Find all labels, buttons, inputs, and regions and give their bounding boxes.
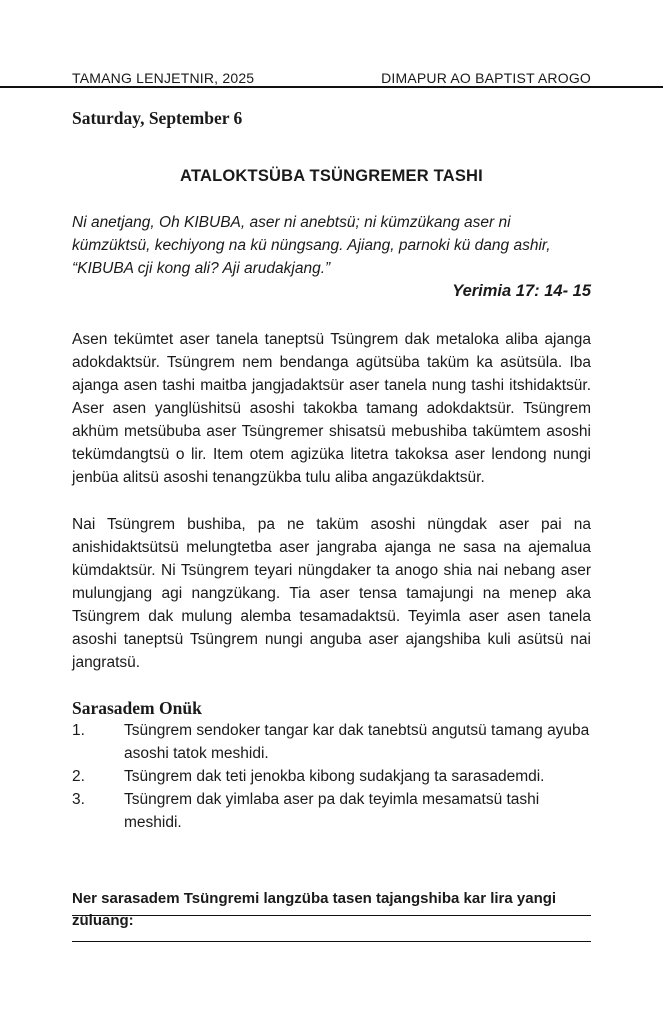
answer-line-2[interactable] <box>72 941 591 942</box>
header-publisher: DIMAPUR AO BAPTIST AROGO <box>381 70 591 86</box>
page-body <box>72 108 591 932</box>
list-item-number: 2. <box>72 768 85 785</box>
header-divider <box>0 86 663 88</box>
scripture-verse: Ni anetjang, Oh KIBUBA, aser ni anebtsü; ni kümzükang aser ni kümzüktsü, kechiyong na kü nüngsang. Ajiang, parnoki kü dang ashir, “KIBUBA cji kong ali? Aji arudakjang.” <box>72 214 551 277</box>
list-item <box>72 788 591 834</box>
header-publication-title: TAMANG LENJETNIR, 2025 <box>72 70 255 86</box>
body-paragraph-1: Asen tekümtet aser tanela taneptsü Tsüngrem dak metaloka aliba ajanga adokdaktsür. Tsüngrem nem bendanga agütsüba taküm ka asütsüla. Iba ajanga asen tashi maitba jangjadaktsür aser tanela nung tashi itshidaktsür. Aser asen yanglüshitsü asoshi takokba tamang adokdaktsür. Tsüngrem akhüm metsübuba aser Tsüngremer shisatsü mebushiba takümtem asoshi tekümdangtsü o lir. Item otem agizüka litetra takoksa aser lendong nungi jenbüa alitsü asoshi tenangzükba tulu aliba angazükdaktsür. <box>72 331 591 486</box>
reflection-list <box>72 719 591 834</box>
list-item-text: Tsüngrem sendoker tangar kar dak tanebtsü angutsü tamang ayuba asoshi tatok meshidi. <box>124 722 590 762</box>
devotion-title: ATALOKTSÜBA TSÜNGREMER TASHI <box>180 167 483 185</box>
answer-line-1[interactable] <box>72 915 591 916</box>
reflection-heading: Sarasadem Onük <box>72 698 202 718</box>
list-item-text: Tsüngrem dak yimlaba aser pa dak teyimla mesamatsü tashi meshidi. <box>124 791 540 831</box>
list-item <box>72 765 591 788</box>
body-paragraph-2: Nai Tsüngrem bushiba, pa ne taküm asoshi nüngdak aser pai na anishidaktsütsü melungtetba aser jangraba ajanga ne sasa na ajemalua kümdaktsür. Ni Tsüngrem teyari nüngdaker ta anogo shia nai nebang aser mulungjang agi nangzükang. Tia aser tensa tamajungi na menep aka Tsüngrem dak mulung alemba tesamadaktsü. Teyimla aser asen tanela asoshi taneptsü Tsüngrem nungi anguba aser ajangshiba kuli asütsü nai jangratsü. <box>72 516 591 671</box>
scripture-reference: Yerimia 17: 14- 15 <box>452 282 591 300</box>
list-item-text: Tsüngrem dak teti jenokba kibong sudakjang ta sarasademdi. <box>124 768 545 785</box>
list-item <box>72 719 591 765</box>
writing-prompt: Ner sarasadem Tsüngremi langzüba tasen tajangshiba kar lira yangi züluang: <box>72 890 557 929</box>
list-item-number: 3. <box>72 791 85 808</box>
list-item-number: 1. <box>72 722 85 739</box>
devotion-date: Saturday, September 6 <box>72 108 243 128</box>
